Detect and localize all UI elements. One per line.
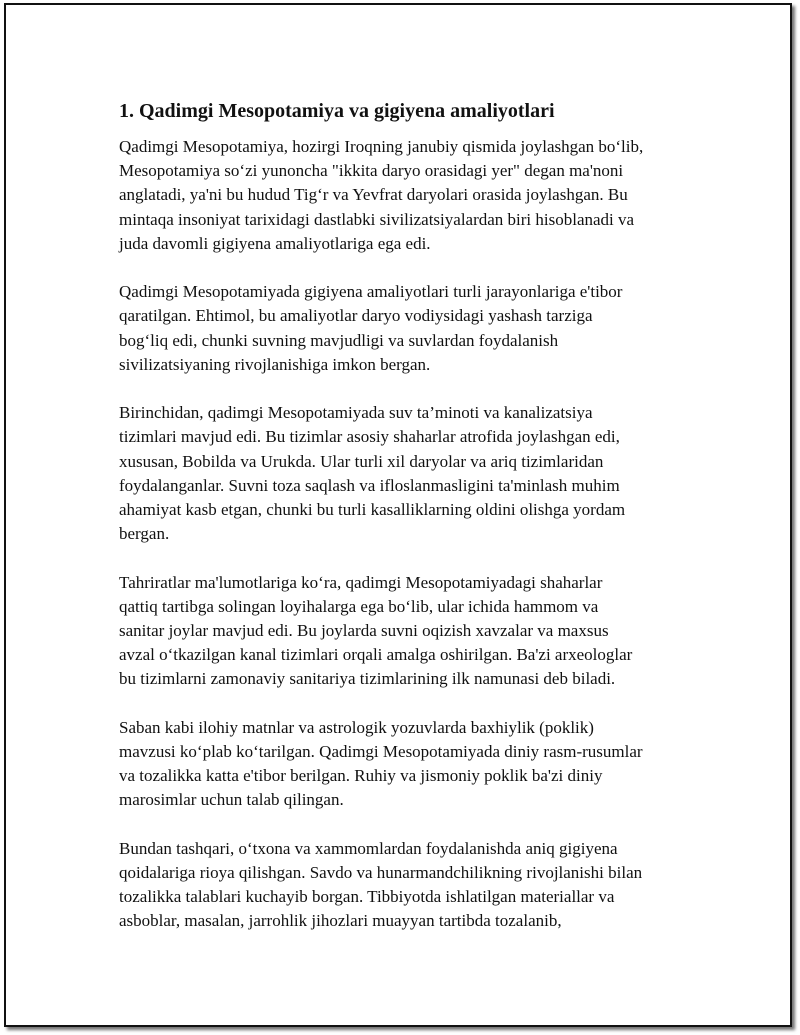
text-line: marosimlar uchun talab qilingan. bbox=[119, 790, 344, 810]
text-line: qattiq tartibga solingan loyihalarga ega bo‘lib, ular ichida hammom va bbox=[119, 596, 599, 616]
text-line: tizimlari mavjud edi. Bu tizimlar asosiy shaharlar atrofida joylashgan edi, bbox=[119, 427, 620, 447]
text-line: va tozalikka katta e'tibor berilgan. Ruhiy va jismoniy poklik ba'zi diniy bbox=[119, 766, 603, 786]
text-line: ahamiyat kasb etgan, chunki bu turli kasalliklarning oldini olishga yordam bbox=[119, 500, 626, 520]
text-line: mavzusi ko‘plab ko‘tarilgan. Qadimgi Mesopotamiyada diniy rasm-rusumlar bbox=[119, 742, 643, 762]
text-line: bog‘liq edi, chunki suvning mavjudligi va suvlardan foydalanish bbox=[119, 330, 559, 350]
text-line: Mesopotamiya so‘zi yunoncha "ikkita daryo orasidagi yer" degan ma'noni bbox=[119, 161, 624, 181]
paragraph-6 bbox=[119, 837, 699, 934]
paragraph-1 bbox=[119, 135, 699, 256]
text-line: Qadimgi Mesopotamiyada gigiyena amaliyotlari turli jarayonlariga e'tibor bbox=[119, 282, 623, 302]
paragraph-4 bbox=[119, 571, 699, 692]
text-line: Bundan tashqari, o‘txona va xammomlardan foydalanishda aniq gigiyena bbox=[119, 838, 618, 858]
text-line: sanitar joylar mavjud edi. Bu joylarda suvni oqizish xavzalar va maxsus bbox=[119, 621, 609, 641]
text-line: Birinchidan, qadimgi Mesopotamiyada suv ta’minoti va kanalizatsiya bbox=[119, 403, 593, 423]
paragraph-2 bbox=[119, 280, 699, 377]
text-line: bergan. bbox=[119, 524, 170, 544]
text-line: anglatadi, ya'ni bu hudud Tig‘r va Yevfrat daryolari orasida joylashgan. Bu bbox=[119, 185, 628, 205]
text-line: qoidalariga rioya qilishgan. Savdo va hunarmandchilikning rivojlanishi bilan bbox=[119, 863, 643, 883]
text-line: mintaqa insoniyat tarixidagi dastlabki sivilizatsiyalardan biri hisoblanadi va bbox=[119, 209, 635, 229]
text-line: juda davomli gigiyena amaliyotlariga ega edi. bbox=[119, 233, 431, 253]
text-line: xususan, Bobilda va Urukda. Ular turli xil daryolar va ariq tizimlaridan bbox=[119, 451, 604, 471]
text-line: qaratilgan. Ehtimol, bu amaliyotlar daryo vodiysidagi yashash tarziga bbox=[119, 306, 593, 326]
text-line: sivilizatsiyaning rivojlanishiga imkon bergan. bbox=[119, 354, 431, 374]
text-line: Tahriratlar ma'lumotlariga ko‘ra, qadimgi Mesopotamiyadagi shaharlar bbox=[119, 572, 603, 592]
text-line: Qadimgi Mesopotamiya, hozirgi Iroqning janubiy qismida joylashgan bo‘lib, bbox=[119, 137, 644, 156]
text-line: Saban kabi ilohiy matnlar va astrologik yozuvlarda baxhiylik (poklik) bbox=[119, 717, 594, 737]
paragraph-3 bbox=[119, 401, 699, 546]
text-line: asboblar, masalan, jarrohlik jihozlari muayyan tartibda tozalanib, bbox=[119, 911, 562, 931]
text-line: avzal o‘tkazilgan kanal tizimlari orqali amalga oshirilgan. Ba'zi arxeologlar bbox=[119, 645, 633, 665]
text-line: foydalanganlar. Suvni toza saqlash va ifloslanmasligini ta'minlash muhim bbox=[119, 475, 620, 495]
text-line: tozalikka talablari kuchayib borgan. Tibbiyotda ishlatilgan materiallar va bbox=[119, 887, 615, 907]
section-heading: 1. Qadimgi Mesopotamiya va gigiyena amaliyotlari bbox=[119, 100, 555, 122]
document-content bbox=[119, 99, 699, 958]
text-line: bu tizimlarni zamonaviy sanitariya tizimlarining ilk namunasi deb biladi. bbox=[119, 669, 616, 689]
document-page bbox=[4, 3, 792, 1027]
paragraph-5 bbox=[119, 716, 699, 813]
